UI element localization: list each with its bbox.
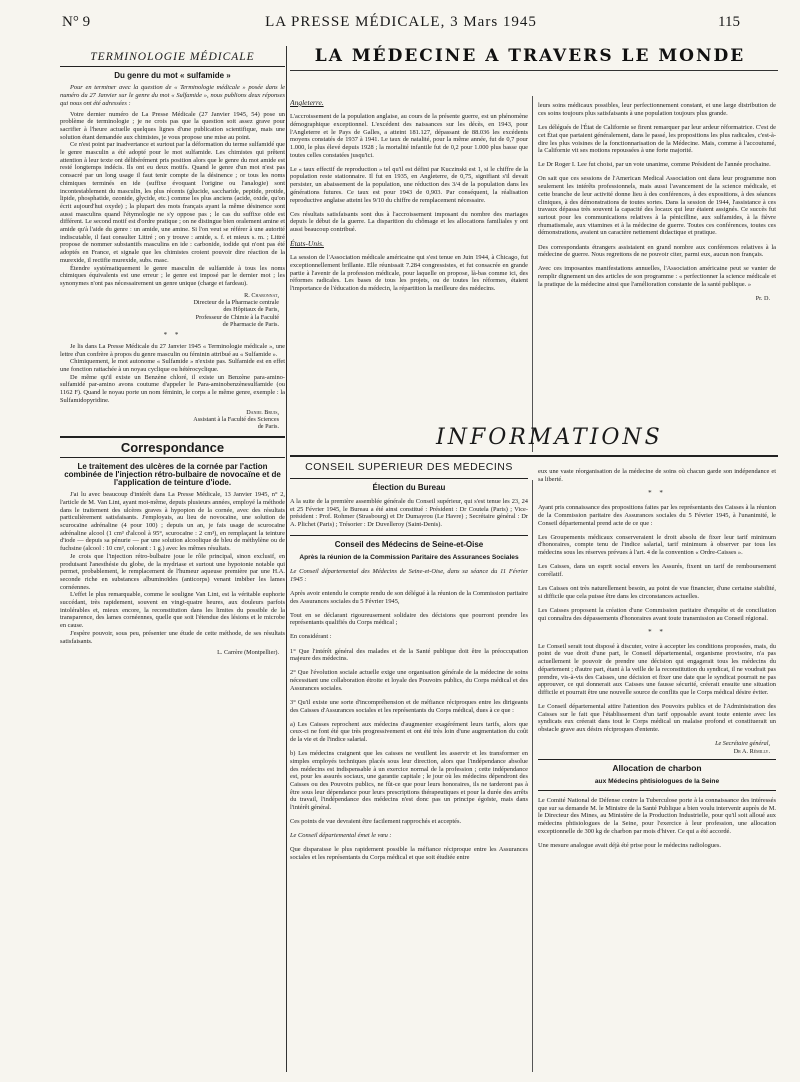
signature-name: Pr. D. — [755, 294, 770, 302]
running-header — [62, 14, 740, 36]
paragraph: Je crois que l'injection rétro-bulbaire joue le rôle principal, sinon exclusif, en produisant l'anesthésie du globe, de la mydriase et surtout une hypotonie notable qui permet, probablement, le remplacement de l'humeur aqueuse première par une H.A. seconde riche en substances albuminoïdes (anticorps) venant imbiber les lames cornéennes. — [60, 552, 285, 591]
signature-title: de Paris. — [257, 423, 279, 431]
paragraph: Le Dr Roger I. Lee fut choisi, par un vote unanime, comme Président de l'année prochaine. — [538, 161, 771, 169]
paragraph: On sait que ces sessions de l'American Medical Association ont dans leur programme non seulement les intérêts professionnels, mais aussi l'avancement de la science médicale, et cette branche de leur activité donne lieu à des conférences, à des expositions, à des séances cliniques, à des démonstrations de toutes sortes. Dans la session de 1944, l'assistance à ces travaux dépassa très souvent la capacité des locaux qui leur étaient assignés. Ce succès fut surtout pour les communications relatives à la pénicilline, aux sulfamides, à la fièvre rhumatismale, aux vitamines et à la médecine de guerre. Toutes ces conférences, toutes ces démonstrations, avaient un caractère nettement didactique et pratique. — [538, 175, 776, 237]
signature-title: de Pharmacie de Paris. — [222, 320, 279, 328]
paragraph: Le « taux effectif de reproduction » tel qu'il est défini par Kuczinski est 1, si le chiffre de la population reste stationnaire. Il fut en 1935, en Angleterre, de 0,75, signifiant s'il devait persister, un abaissement de la population, une réduction des 3/4 de la population dans les générations futures. Ce taux est pour 1943 de 0,903. Par conséquent, la réalisation reproductive anglaise atteint les 9/10 du chiffre de remplacement nécessaire. — [290, 165, 528, 204]
signature-name: Daniel Bruis, — [246, 408, 279, 416]
page-number: 115 — [718, 14, 740, 30]
paragraph: La session de l'Association médicale américaine qui s'est tenue en Juin 1944, à Chicago, fut exceptionnellement brillante. Elle réunissait 7.284 congressistes, et fut consacrée en grande partie à l'avenir de la profession médicale, pour laquelle on propose, là-bas comme ici, des réformes radicales. Les bases de tous les projets, ou de toutes les réformes, étaient l'importance de l'éducation du médecin, la répartition la meilleure des médecins. — [290, 254, 528, 293]
signature-block — [538, 740, 770, 755]
paragraph: J'espère pouvoir, sous peu, présenter une étude de cette méthode, de ses résultats satisfaisants. — [60, 629, 285, 645]
informations-column-1 — [290, 462, 528, 1074]
article-title: Allocation de charbon — [612, 762, 702, 773]
signature-name: R. Charonnat, — [244, 291, 279, 299]
divider — [60, 457, 285, 458]
signature-title: des Hôpitaux de Paris, — [223, 306, 279, 314]
signature-name: L. Carrère (Montpellier). — [217, 649, 279, 657]
separator-stars: * * — [648, 627, 666, 636]
article-title: Conseil des Médecins de Seine-et-Oise — [334, 540, 484, 549]
paragraph: Des correspondants étrangers assistaient en grand nombre aux conférences relatives à la médecine de guerre. Nous regrettons de ne pouvoir citer, parmi eux, aucun non français. — [538, 243, 776, 259]
paragraph: Le Conseil départemental attire l'attention des Pouvoirs publics et de l'Administration des Caisses sur le fait que l'établissement d'un tarif opposable avant toute entente avec les syndicats eux créerait dans tout le Corps médical un malaise profond et constituerait un obstacle grave aux désirs réciproques d'entente. — [538, 703, 776, 734]
divider — [290, 478, 528, 479]
paragraph: Chimiquement, le mot autonome « Sulfamide » n'existe pas. Sulfamide est en effet une fonction rattachée à un noyau cyclique ou hétérocyclique. — [60, 358, 285, 373]
paragraph: Le Conseil départemental émet le vœu : — [290, 832, 392, 840]
divider — [290, 70, 778, 71]
article-subtitle: aux Médecins phtisiologues de la Seine — [594, 777, 720, 785]
paragraph: 1° Que l'intérêt général des malades et de la Santé publique doit être la préoccupation majeure des médecins. — [290, 647, 528, 663]
paragraph: En considérant : — [290, 633, 332, 641]
paragraph: De même qu'il existe un Benzène chloré, il existe un Benzène para-amino-sulfamidé par-amino avons coutume d'appeler le Para-aminobenzènesulfamide (ou 1162 F). Quand le noyau porte un nom féminin, le corps a le même genre, exemple : la Sulfamidopyridine. — [60, 373, 285, 404]
paragraph: A la suite de la première assemblée générale du Conseil supérieur, qui s'est tenue les 23, 24 et 25 Février 1945, le Bureau a été ainsi constitué : Président : Dr Coutela (Paris) ; Vice-président : Prof. Rohmer (Strasbourg) et Dr Dumayrou (Le Havre) ; Secrétaire général : Dr A. Plichet (Paris) ; Trésorier : Dr Duvelleroy (Saint-Denis). — [290, 497, 528, 528]
paragraph: Le Comité National de Défense contre la Tuberculose porte à la connaissance des intéressés que sur sa demande M. le Ministre de la Santé Publique a bien voulu intervenir auprès de M. le Directeur des Mines, au Ministère de la Production Industrielle, pour qu'il soit alloué aux médecins phtisiologues de la Seine, pour l'exercice à leur profession, une allocation exceptionnelle de 300 kg de charbon par mois d'hiver. Ce qui a été accordé. — [538, 796, 776, 835]
paragraph: Ayant pris connaissance des propositions faites par les représentants des Caisses à la réunion de la Commission paritaire des Assurances sociales du 5 Février 1945, à l'unanimité, le Conseil départemental prend acte de ce que : — [538, 504, 776, 527]
article-subtitle: Après la réunion de la Commission Paritaire des Assurances Sociales — [299, 553, 519, 561]
divider — [60, 66, 285, 67]
article-title: Du genre du mot « sulfamide » — [114, 70, 231, 80]
terminologie-section-title: TERMINOLOGIE MÉDICALE — [90, 51, 255, 63]
paragraph: eux une vaste réorganisation de la médecine de soins où chacun garde son indépendance et sa liberté. — [538, 468, 776, 484]
paragraph: Ces points de vue devraient être facilement rapprochés et acceptés. — [290, 818, 462, 826]
signature-name: Dr A. Rémilly. — [733, 747, 770, 755]
paragraph: Le Conseil serait tout disposé à discuter, voire à accepter les conditions proposées, mais, du point de vue droit d'une part, le Conseil départemental, organisme provisoire, n'a pas actuellement le pouvoir de prendre une décision qui engagerait tous les médecins du département ; d'autre part, étant à la veille de la reconstitution du syndicat, il ne voudrait pas prendre, vis-à-vis des Caisses, une décision et fixer une date que le syndicat pourrait ne pas approuver, ce qui donnerait aux Caisses une fausse sécurité, créerait ensuite une situation difficile et pourrait être une nouvelle source de conflits que le Corps médical désire éviter. — [538, 642, 776, 696]
signature-title: Le Secrétaire général, — [715, 740, 770, 748]
column-divider — [532, 480, 533, 1072]
signature-title: Assistant à la Faculté des Sciences — [193, 415, 279, 423]
signature-title: Directeur de la Pharmacie centrale — [193, 298, 279, 306]
paragraph: Tout en se déclarant rigoureusement solidaire des décisions que pourront prendre les représentants qualifiés du Corps médical ; — [290, 611, 528, 627]
divider — [538, 759, 776, 760]
paragraph: Étendre systématiquement le genre masculin de sulfamide à tous les noms chimiques équivalents est une erreur ; le genre est imposé par le dernier mot ; les synonymes n'ont pas nécessairement un genre unique (charge et fardeau). — [60, 264, 285, 287]
paragraph: Ce n'est point par inadvertance et surtout par la déformation du terme sulfamidé que le genre masculin a été adopté pour le mot sulfamide. Les chimistes qui prêtent attention à leur texte ont délibérément pris position alors que le genre du mot amide est resté longtemps indécis. Ils ont eu deux motifs. Quand le genre d'un mot n'est pas consacré par un long usage il faut tenir compte de la désinence ; or tous les noms chimiques terminés en ide (suffixe évoquant l'origine ou l'analogie) sont incontestablement du masculin, les plus récents (glucide, saccharide, peptide, protide, lipide, phosphatide, ozonide, glycide, etc.) comme les plus anciens (acide, oxide, qu'on écrit aujourd'hui oxyde) ; la plupart des mots français ayant la même désinence sont aussi masculins quand l'étymologie ne s'y oppose pas ; le cas du suffixe oïde est différent. Le second motif est d'ordre pratique ; on ne distingue bien oralement amine et amide qu'à l'aide du genre : un amide, une amine. Si l'on veut se référer à une autorité indiscutable, il faut consulter Littré ; on y trouve : amide, s. f. et mieux s. m. ; Littré propose de nommer substantifs masculins en ide : carbonide, iodide qui n'ont pas été adoptés en France, et signale que les chimistes croient pouvoir dire réaction de la murexide, il rectifie murexide, subs. masc. — [60, 141, 285, 264]
monde-column-2 — [538, 96, 776, 396]
left-column — [60, 48, 285, 1068]
paragraph: L'accroissement de la population anglaise, au cours de la présente guerre, est un phénomène démographique exceptionnel. L'excédent des naissances sur les décès, en 1943, pour l'Angleterre et le Pays de Galles, a atteint 181.127, dépassant de 88.036 les excédents moyens constatés de 1937 à 1941. Le taux de natalité, pour la même année, fut de 0,7 pour 1.000, le plus élevé depuis 1928 ; la mortalité infantile fut de 0,2 pour 1.000 plus basse que toutes celles constatées jusqu'ici. — [290, 113, 528, 159]
country-heading: Angleterre. — [290, 98, 324, 107]
column-divider — [532, 96, 533, 452]
separator-stars: * * — [163, 331, 182, 340]
paragraph: J'ai lu avec beaucoup d'intérêt dans La Presse Médicale, 13 Janvier 1945, n° 2, l'article de M. Van Lint, ayant moi-même, depuis plusieurs années, employé la méthode dans le traitement des ulcères graves à hypopion de la cornée, avec des résultats particulièrement satisfaisants. J'employais, au lieu de novocaïne, une solution de scurocaïne adrénaline (4 pour 100) ; depuis un an, je fais usage de scurocaïne adrénaline alcool (1 cm³ d'alcool à 95°, scurocaïne : 2 cm³), en remplaçant la teinture d'iode — depuis sa pénurie — par une solution alcoolique de bleu de méthylène ou de fuchsine (alcool : 10 cm³, colorant : 1 g.) avec les mêmes résultats. — [60, 491, 285, 553]
column-divider — [286, 46, 287, 1072]
signature-block — [60, 409, 279, 431]
paragraph: Ces résultats satisfaisants sont dus à l'accroissement imposant du nombre des mariages depuis le début de la guerre. La disparition du chômage et les allocations familiales y ont aussi beaucoup contribué. — [290, 210, 528, 234]
paragraph: Les Caisses proposent la création d'une Commission paritaire d'enquête et de conciliation qui connaîtra des dépassements d'honoraires avant toute transmission au Conseil régional. — [538, 606, 776, 622]
country-heading: États-Unis. — [290, 239, 324, 249]
paragraph: L'effet le plus remarquable, comme le souligne Van Lint, est la véritable euphorie succédant, très rapidement, souvent en vingt-quatre heures, aux douleurs parfois intolérables et, mieux encore, la reconstitution dans les limites du possible de la transparence, des lames cornéennes, quelle que soit l'étendue des lésions et le microbe en cause. — [60, 591, 285, 630]
divider — [290, 455, 778, 457]
issue-number: N° 9 — [62, 14, 91, 30]
paragraph: leurs soins médicaux possibles, leur perfectionnement constant, et une large distribution de ces soins toujours plus satisfaisants à une population toujours plus grande. — [538, 102, 776, 118]
journal-title: LA PRESSE MÉDICALE, 3 Mars 1945 — [265, 14, 537, 30]
divider — [538, 790, 776, 791]
paragraph: 2° Que l'évolution sociale actuelle exige une organisation générale de la médecine de soins nécessitant une collaboration étroite et loyale des Pouvoirs publics, du Corps médical et des Assurances sociales. — [290, 669, 528, 692]
paragraph: b) Les médecins craignent que les caisses ne veuillent les asservir et les transformer en simples employés techniques placés sous leur direction, alors que l'indépendance absolue des médecins est indispensable à un exercice normal de la profession ; cette indépendance est, pour les assurés sociaux, une garantie capitale ; le jour où les médecins dépendront des Caisses ou des Pouvoirs publics, ne fût-ce que pour leurs honoraires, ils ne tarderont pas à être sous leur dépendance pour leurs prescriptions thérapeutiques et pour la durée des arrêts du travail, l'indépendance des médecins n'est donc pas un principe égoïste, mais dans l'intérêt général. — [290, 750, 528, 812]
paragraph: Que disparaisse le plus rapidement possible la méfiance réciproque entre les Assurances sociales et les représentants du Corps médical et que soit étudiée entre — [290, 846, 528, 862]
signature-title: Professeur de Chimie à la Faculté — [195, 313, 279, 321]
paragraph: Une mesure analogue avait déjà été prise pour le médecins radiologues. — [538, 841, 721, 849]
paragraph: Après avoir entendu le compte rendu de son délégué à la réunion de la Commission paritaire des Assurances sociales du 5 Février 1945, — [290, 589, 528, 605]
article-title: Le traitement des ulcères de la cornée par l'action combinée de l'injection rétro-bulbaire de novocaïne et de l'application de teinture d'iode. — [64, 462, 281, 487]
divider — [60, 436, 285, 438]
paragraph: Les Caisses, dans un esprit social envers les Assurés, fixent un tarif de remboursement corrélatif. — [538, 563, 776, 578]
signature-block — [60, 292, 279, 328]
paragraph: a) Les Caisses reprochent aux médecins d'augmenter exagérément leurs tarifs, alors que ceux-ci ne font été que très progressivement et ont été très loin d'une augmentation du coût de la vie et de l'indice salarial. — [290, 720, 528, 744]
monde-section-title: LA MÉDECINE A TRAVERS LE MONDE — [314, 46, 746, 66]
monde-column-1 — [290, 96, 528, 460]
paragraph: Les délégués de l'État de Californie se firent remarquer par leur ardeur réformatrice. C'est de cet État que partaient généralement, dans le passé, les propositions les plus radicales, c'est-à-dire les plus voisines de la fonctionnarisation de la Médecine. Mais, comme à l'accoutumé, la Californie vit ses motions repoussées à une forte majorité. — [538, 124, 776, 155]
article-title: Élection du Bureau — [372, 482, 446, 492]
separator-stars: * * — [648, 489, 666, 498]
correspondance-section-title: Correspondance — [120, 440, 225, 456]
article-intro: Pour en terminer avec la question de « Terminologie médicale » posée dans le numéro du 27 Janvier sur le genre du mot « Sulfamide », nous publions deux réponses qui nous ont été adressées : — [60, 84, 285, 107]
paragraph: Je lis dans La Presse Médicale du 27 Janvier 1945 « Terminologie médicale », une lettre d'un confrère à propos du genre masculin ou féminin attribué au « Sulfamide ». — [60, 342, 285, 358]
paragraph: Les Groupements médicaux conserveraient le droit absolu de fixer leur tarif minimum d'honoraires, compte tenu de l'indice salarial, tarif minimum à observer par tous les médecins sous les réserves prévues à l'art. 4 de la convention « Ordre-Caisses ». — [538, 533, 776, 557]
paragraph: Avec ces imposantes manifestations annuelles, l'Association américaine peut se vanter de remplir dignement un des articles de son programme : « perfectionner la science médicale et la pratique de la médecine ainsi que l'amélioration constante de la santé publique. » — [538, 265, 776, 288]
paragraph: Les Caisses ont très naturellement besoin, au point de vue financier, d'une certaine stabilité, si difficile que cela puisse être dans les circonstances actuelles. — [538, 585, 776, 600]
paragraph: Votre dernier numéro de La Presse Médicale (27 Janvier 1945, 54) pose un problème de terminologie ; je ne crois pas que la question soit assez grave pour sacrifier à l'heure actuelle quelques lignes d'une publication scientifique, mais une solution étant demandée aux chimistes, je vous propose une mise au point. — [60, 110, 285, 141]
divider — [290, 535, 528, 536]
subsection-title: CONSEIL SUPÉRIEUR DES MÉDECINS — [305, 462, 513, 473]
informations-column-2 — [538, 462, 776, 1074]
paragraph: 3° Qu'il existe une sorte d'incompréhension et de méfiance réciproques entre les dirigeants des Caisses d'Assurances sociales et les représentants du Corps médical, dues à ce que : — [290, 698, 528, 714]
informations-section-title: INFORMATIONS — [436, 425, 663, 450]
paragraph: Le Conseil départemental des Médecins de Seine-et-Oise, dans sa séance du 11 Février 1945 : — [290, 568, 528, 583]
